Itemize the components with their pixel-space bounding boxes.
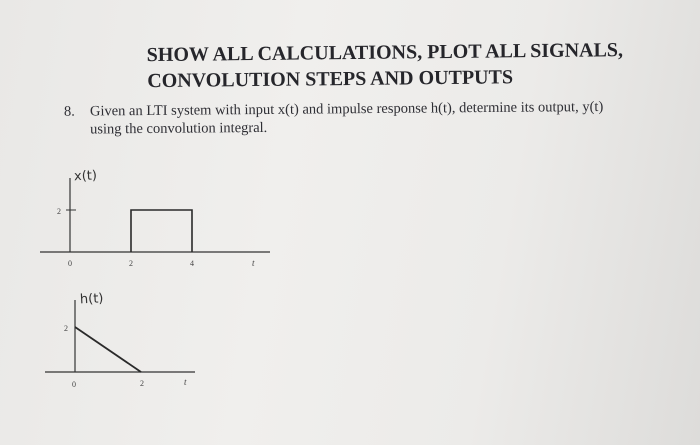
x-plot-axis-label: t: [252, 258, 255, 268]
heading-line-1: SHOW ALL CALCULATIONS, PLOT ALL SIGNALS,: [146, 39, 624, 67]
h-plot-xtick-0: 0: [72, 380, 76, 389]
h-plot-xtick-2: 2: [140, 379, 144, 388]
h-plot-ylabel: h(t): [79, 291, 104, 308]
x-signal-rect-pulse: [131, 210, 192, 252]
h-plot-axis-label: t: [184, 377, 187, 387]
problem-number: 8.: [63, 103, 75, 120]
x-plot-xtick-0: 0: [68, 259, 72, 268]
h-plot-ytick-label: 2: [64, 324, 68, 333]
heading-line-2: CONVOLUTION STEPS AND OUTPUTS: [147, 66, 514, 93]
problem-text-line-1: Given an LTI system with input x(t) and impulse response h(t), determine its output, y(t): [89, 98, 604, 120]
x-plot-ylabel: x(t): [73, 168, 98, 185]
x-plot-xtick-2: 2: [129, 259, 133, 268]
x-plot-ytick-label: 2: [57, 207, 61, 216]
problem-text-line-2: using the convolution integral.: [90, 119, 268, 138]
x-plot-xtick-4: 4: [190, 259, 194, 268]
